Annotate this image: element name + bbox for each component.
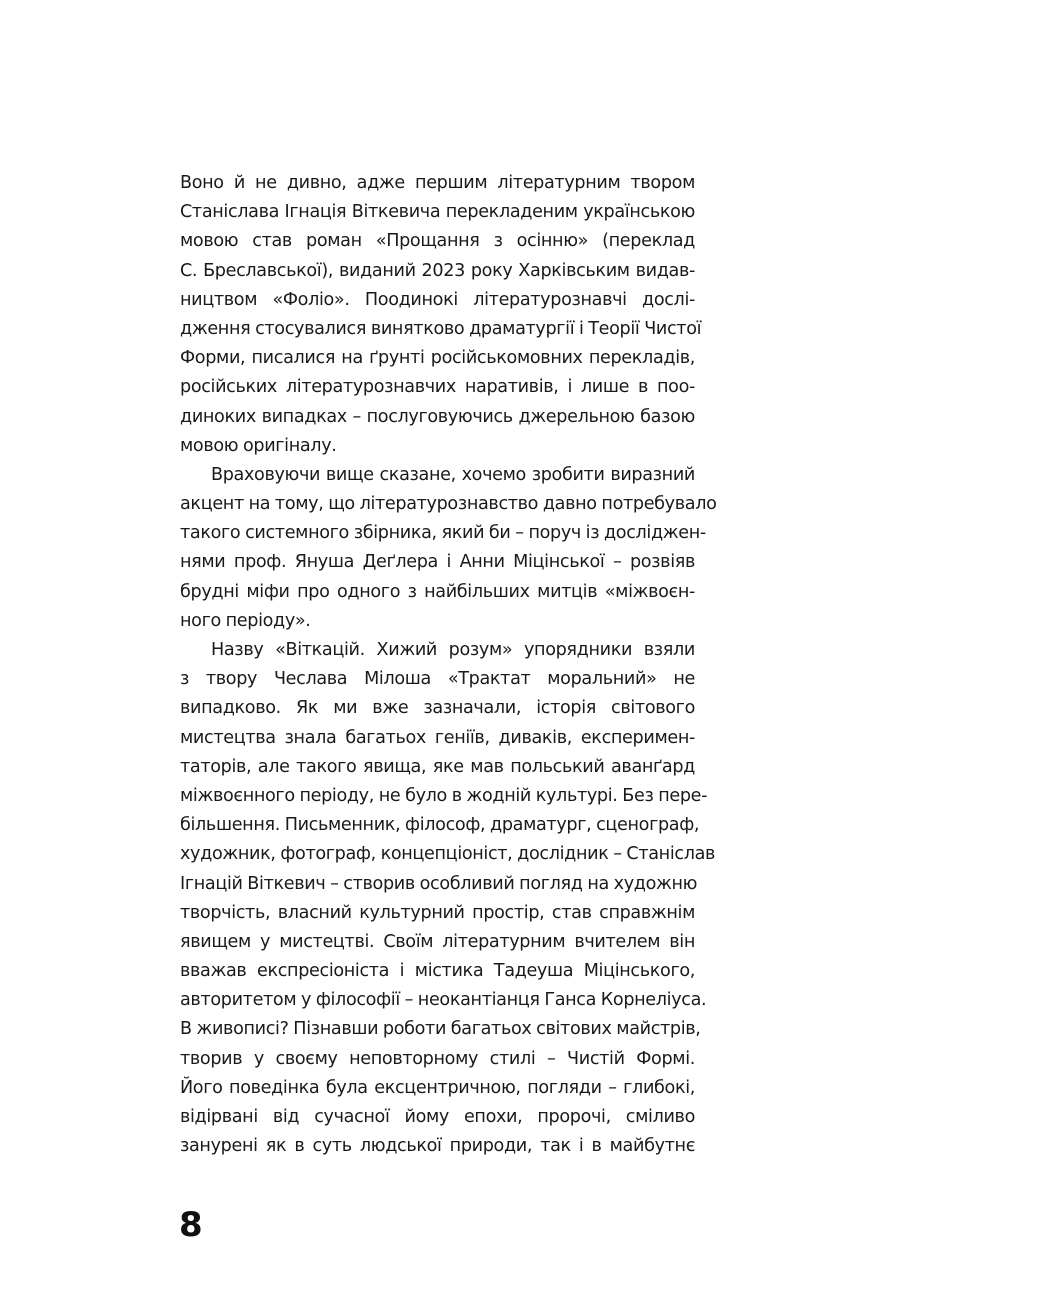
text-line: Ігнацій Віткевич – створив особливий погляд на художню	[180, 873, 698, 894]
text-line: дження стосувалися винятково драматургії і Теорії Чистої	[180, 318, 702, 339]
text-line: Його поведінка була ексцентричною, погляди – глибокі,	[180, 1077, 695, 1098]
text-line: такого системного збірника, який би – поруч із досліджен-	[180, 523, 706, 544]
paragraph-1	[180, 169, 702, 461]
paragraph-3	[180, 636, 716, 1161]
text-line: мовою став роман «Прощання з осінню» (переклад	[180, 231, 695, 252]
text-line: мовою оригіналу.	[180, 435, 337, 456]
text-line: Форми, писалися на ґрунті російськомовних перекладів,	[180, 348, 695, 369]
text-line: російських літературознавчих наративів, і лише в поо-	[180, 377, 695, 398]
text-line: брудні міфи про одного з найбільших митців «міжвоєн-	[180, 581, 695, 602]
text-line: випадково. Як ми вже зазначали, історія світового	[180, 698, 695, 719]
text-line: творчість, власний культурний простір, став справжнім	[180, 902, 695, 923]
text-line: авторитетом у філософії – неокантіанця Ганса Корнеліуса.	[180, 990, 707, 1011]
text-line: більшення. Письменник, філософ, драматург, сценограф,	[180, 815, 700, 836]
text-line: з твору Чеслава Мілоша «Трактат моральний» не	[180, 669, 695, 690]
text-line: художник, фотограф, концепціоніст, дослідник – Станіслав	[180, 844, 716, 865]
text-line: міжвоєнного періоду, не було в жодній культурі. Без пере-	[180, 785, 708, 806]
text-line: мистецтва знала багатьох геніїв, диваків, експеримен-	[180, 727, 695, 748]
text-line: занурені як в суть людської природи, так і в майбутнє	[180, 1136, 695, 1157]
text-line: нями проф. Януша Деґлера і Анни Міцінської – розвіяв	[180, 552, 695, 573]
text-line: акцент на тому, що літературознавство давно потребувало	[180, 494, 717, 515]
text-line: творив у своєму неповторному стилі – Чистій Формі.	[180, 1048, 695, 1069]
text-line: ного періоду».	[180, 610, 311, 631]
text-line: В живописі? Пізнавши роботи багатьох світових майстрів,	[180, 1019, 701, 1040]
text-line: відірвані від сучасної йому епохи, пророчі, сміливо	[180, 1107, 695, 1127]
text-line: ництвом «Фоліо». Поодинокі літературознавчі дослі-	[180, 289, 695, 310]
text-line: С. Бреславської), виданий 2023 року Харківським видав-	[180, 260, 695, 281]
text-line: Враховуючи вище сказане, хочемо зробити виразний	[211, 464, 695, 485]
text-line: диноких випадках – послуговуючись джерельною базою	[180, 406, 695, 427]
text-line: таторів, але такого явища, яке мав польський аванґард	[180, 756, 695, 777]
page-number: 8	[179, 1205, 203, 1245]
paragraph-2	[180, 461, 717, 636]
text-line: Назву «Віткацій. Хижий розум» упорядники взяли	[211, 640, 695, 660]
text-line: явищем у мистецтві. Своїм літературним вчителем він	[180, 931, 695, 952]
text-line: Станіслава Ігнація Віткевича перекладеним українською	[180, 202, 695, 223]
text-line: Воно й не дивно, адже першим літературним твором	[180, 173, 695, 193]
text-line: вважав експресіоніста і містика Тадеуша Міцінського,	[180, 961, 695, 982]
body-text	[180, 169, 717, 1161]
